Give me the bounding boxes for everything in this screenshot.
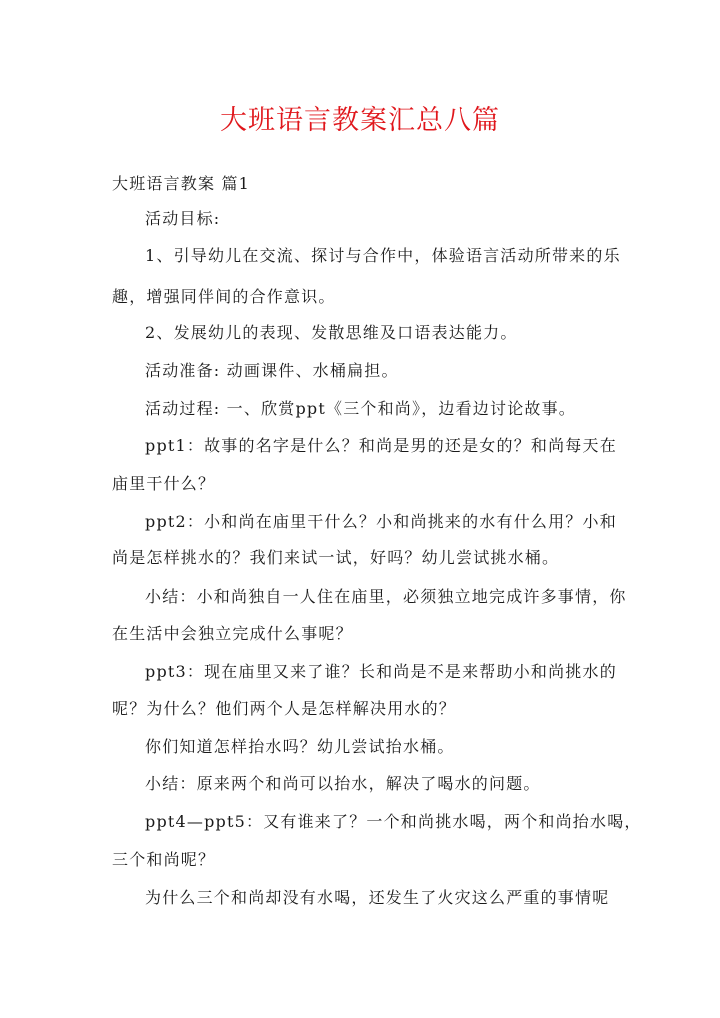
paragraph-line: ppt1：故事的名字是什么？和尚是男的还是女的？和尚每天在 [145,436,617,455]
paragraph-line: ppt4—ppt5：又有谁来了？一个和尚挑水喝，两个和尚抬水喝， [145,812,642,831]
paragraph-line: 小结：小和尚独自一人住在庙里，必须独立地完成许多事情，你 [145,587,627,606]
section-heading: 大班语言教案 篇1 [112,174,251,193]
paragraph-line: 三个和尚呢？ [112,850,216,869]
paragraph-line: ppt3：现在庙里又来了谁？长和尚是不是来帮助小和尚挑水的 [145,662,617,681]
paragraph-line: ppt2：小和尚在庙里干什么？小和尚挑来的水有什么用？小和 [145,512,617,531]
paragraph-line: 活动过程: 一、欣赏ppt《三个和尚》，边看边讨论故事。 [145,399,576,418]
paragraph-line: 庙里干什么？ [112,474,216,493]
paragraph-line: 小结：原来两个和尚可以抬水，解决了喝水的问题。 [145,774,541,793]
paragraph-line: 趣，增强同伴间的合作意识。 [112,287,336,306]
document-title: 大班语言教案汇总八篇 [220,105,500,136]
paragraph-line: 2、发展幼儿的表现、发散思维及口语表达能力。 [145,323,518,342]
paragraph-line: 1、引导幼儿在交流、探讨与合作中，体验语言活动所带来的乐 [145,246,621,265]
paragraph-line: 为什么三个和尚却没有水喝，还发生了火灾这么严重的事情呢 [145,888,610,907]
paragraph-line: 你们知道怎样抬水吗？幼儿尝试抬水桶。 [145,737,455,756]
paragraph-line: 活动目标: [145,209,221,228]
paragraph-line: 呢？为什么？他们两个人是怎样解决用水的？ [112,699,457,718]
paragraph-line: 活动准备: 动画课件、水桶扁担。 [145,361,399,380]
paragraph-line: 在生活中会独立完成什么事呢？ [112,624,353,643]
paragraph-line: 尚是怎样挑水的？我们来试一试，好吗？幼儿尝试挑水桶。 [112,548,560,567]
